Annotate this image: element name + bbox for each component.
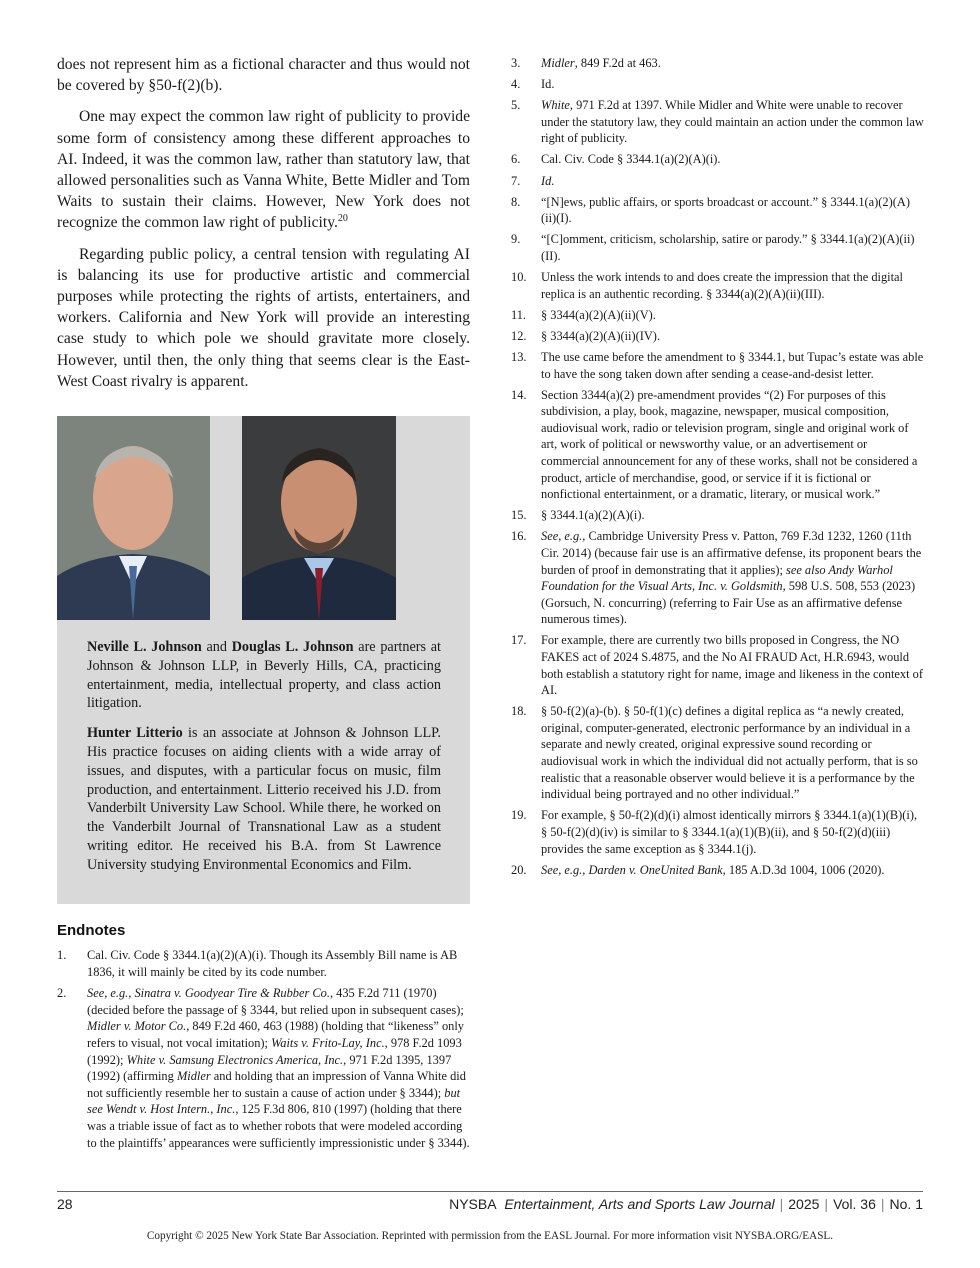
endnote-item: 12. § 3344(a)(2)(A)(ii)(IV). [511, 328, 661, 343]
journal-title: Entertainment, Arts and Sports Law Journal [504, 1196, 775, 1212]
bio-paragraph: Hunter Litterio is an associate at Johnson & Johnson LLP. His practice focuses on aiding clients with a wide array of issues, and disputes, with a particular focus on music, film production, and entertainment. Litterio received his J.D. from Vanderbilt University Law School. While there, he worked on the Vanderbilt Journal of Transnational Law as a student writing editor. He received his B.A. from St Lawrence University studying Environmental Economics and Film. [87, 725, 441, 873]
footnote-ref[interactable]: 20 [337, 213, 348, 225]
endnote-item: 15. § 3344.1(a)(2)(A)(i). [511, 508, 645, 523]
endnote-item: 19. For example, § 50-f(2)(d)(i) almost identically mirrors § 3344.1(a)(1)(B)(i), § 50-f(2)(d)(iv) is similar to § 3344.1(a)(1)(B)(ii), and § 50-f(2)(d)(iii) provides the same exception as § 3344.1(j). [511, 808, 918, 856]
endnote-item: 13. The use came before the amendment to § 3344.1, but Tupac’s estate was able to have the song taken down after sending a cease-and-desist letter. [511, 349, 924, 381]
journal-citation: NYSBA Entertainment, Arts and Sports Law Journal | 2025 | Vol. 36 | No. 1 [449, 1196, 923, 1212]
endnote-item: 4. Id. [511, 77, 555, 92]
bio-paragraph: Neville L. Johnson and Douglas L. Johnson are partners at Johnson & Johnson LLP, in Beverly Hills, CA, practicing entertainment, media, intellectual property, and class action litigation. [87, 639, 441, 712]
author-name: Neville L. Johnson [87, 639, 202, 655]
endnote-item: 9. “[C]omment, criticism, scholarship, satire or parody.” § 3344.1(a)(2)(A)(ii)(II). [511, 232, 915, 263]
endnotes-list-continued [511, 55, 924, 883]
page-number: 28 [57, 1196, 73, 1212]
endnote-item: 6. Cal. Civ. Code § 3344.1(a)(2)(A)(i). [511, 152, 721, 167]
endnote-item: 20. See, e.g., Darden v. OneUnited Bank, 185 A.D.3d 1004, 1006 (2020). [511, 862, 885, 877]
author-name: Douglas L. Johnson [231, 639, 354, 655]
endnote-item: 14. Section 3344(a)(2) pre-amendment provides “(2) For purposes of this subdivision, a play, book, magazine, newspaper, musical composition, audiovisual work, radio or television program, single and original work of art, work of political or newsworthy value, or an advertisement or commercial announcement for any of these works, shall not be considered a product, article of merchandise, good, or service if it is fictional or nonfictional entertainment, or a dramatic, literary, or musical work.” [511, 387, 918, 502]
body-paragraph-text: One may expect the common law right of publicity to provide some form of consistency among these different approaches to AI. Indeed, it was the common law, rather than statutory law, that allowed personalities such as Vanna White, Bette Midler and Tom Waits to sustain their claims. However, New York does not recognize the common law right of publicity. [57, 108, 470, 232]
endnote-item: 16. See, e.g., Cambridge University Press v. Patton, 769 F.3d 1232, 1260 (11th Cir. 2014) (because fair use is an affirmative defense, its proponent bears the burden of proof in demonstrating that it applies); see also Andy Warhol Foundation for the Visual Arts, Inc. v. Goldsmith, 598 U.S. 508, 553 (2023) (Gorsuch, N. concurring) (referring to Fair Use as an affirmative defense numerous times). [511, 529, 922, 627]
endnote-item: 2. See, e.g., Sinatra v. Goodyear Tire & Rubber Co., 435 F.2d 711 (1970) (decided before the passage of § 3344, but relied upon in subsequent cases); Midler v. Motor Co., 849 F.2d 460, 463 (1988) (holding that “likeness” only refers to visual, not vocal imitation); Waits v. Frito-Lay, Inc., 978 F.2d 1093 (1992); White v. Samsung Electronics America, Inc., 971 F.2d 1395, 1397 (1992) (affirming Midler and holding that an impression of Vanna White did not sufficiently resemble her to sustain a cause of action under § 3344); but see Wendt v. Host Intern., Inc., 125 F.3d 806, 810 (1997) (holding that there was a triable issue of fact as to whether robots that were modeled according to the plaintiffs’ appearances were sufficiently impressionistic under § 3344). [57, 986, 470, 1150]
footer-divider [57, 1191, 923, 1192]
copyright-notice: Copyright © 2025 New York State Bar Association. Reprinted with permission from the EASL Journal. For more information visit NYSBA.ORG/EASL. [146, 1230, 834, 1242]
body-paragraph: Regarding public policy, a central tension with regulating AI is balancing its use for productive artistic and commercial purposes while protecting the rights of artists, entertainers, and workers. California and New York will provide an interesting case study to which pole we should gravitate more closely. However, until then, the only thing that seems clear is the East-West Coast rivalry is apparent. [57, 245, 470, 390]
endnote-item: 10. Unless the work intends to and does create the impression that the digital replica is an authentic recording. § 3344(a)(2)(A)(ii)(III). [511, 270, 903, 301]
author-photo-douglas [242, 416, 396, 620]
endnote-item: 1. Cal. Civ. Code § 3344.1(a)(2)(A)(i). Though its Assembly Bill name is AB 1836, it will mainly be cited by its code number. [57, 948, 458, 979]
body-paragraph: does not represent him as a fictional character and thus would not be covered by §50-f(2)(b). [57, 56, 470, 95]
endnote-item: 8. “[N]ews, public affairs, or sports broadcast or account.” § 3344.1(a)(2)(A)(ii)(I). [511, 194, 910, 226]
endnote-item: 17. For example, there are currently two bills proposed in Congress, the NO FAKES act of 2024 S.4875, and the No AI FRAUD Act, H.R.6943, would both establish a statutory right for name, image and likeness in the context of AI. [511, 633, 923, 698]
author-photo-neville [57, 416, 210, 620]
endnote-item: 7. Id. [511, 173, 555, 188]
endnote-item: 18. § 50-f(2)(a)-(b). § 50-f(1)(c) defines a digital replica as “a newly created, original, computer-generated, electronic performance by an individual in a separate and newly created, original expressive sound recording or audiovisual work in which the individual did not actually perform, that is so realistic that a reasonable observer would believe it is a performance by the individual being portrayed and no other individual.” [511, 704, 918, 802]
endnote-item: 11. § 3344(a)(2)(A)(ii)(V). [511, 307, 656, 322]
endnotes-heading: Endnotes [57, 922, 126, 939]
author-bio-box [57, 416, 470, 904]
article-body [57, 54, 470, 392]
bio-text [87, 638, 441, 875]
author-name: Hunter Litterio [87, 725, 183, 742]
endnote-item: 5. White, 971 F.2d at 1397. While Midler and White were unable to recover under the statutory law, they could maintain an action under the common law right of publicity. [511, 98, 924, 146]
endnotes-list [57, 947, 470, 1156]
body-paragraph [57, 106, 470, 233]
endnote-item: 3. Midler, 849 F.2d at 463. [511, 56, 661, 70]
